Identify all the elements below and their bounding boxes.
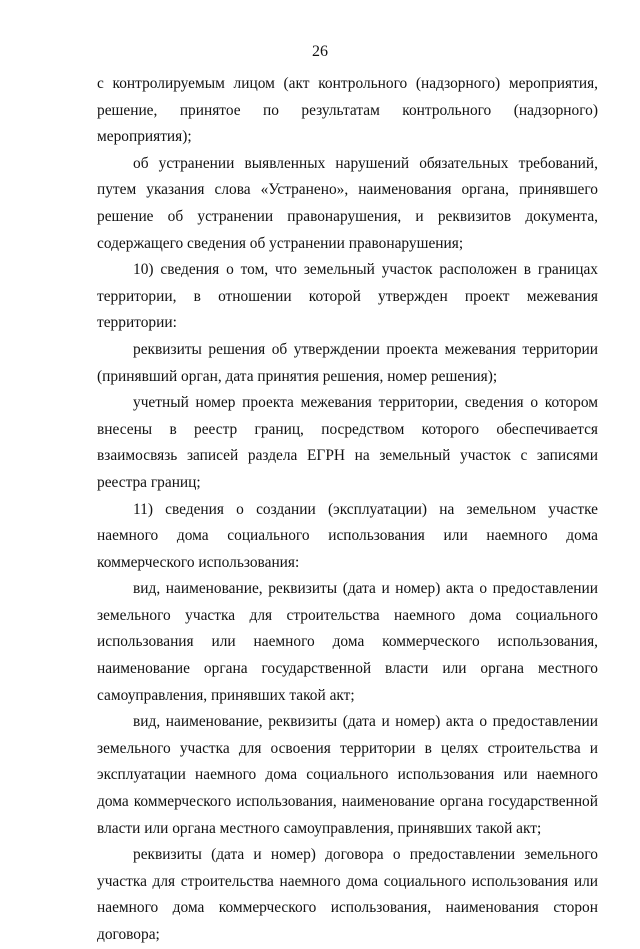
- paragraph-8: вид, наименование, реквизиты (дата и номер) акта о предоставлении земельного участка для освоения территории в целях строительства и эксплуатации наемного дома социального использования или наемного дома коммерческого использования, наименование органа государственной власти или органа местного самоуправления, принявших такой акт;: [97, 713, 598, 837]
- document-body: [97, 71, 598, 949]
- paragraph-6: 11) сведения о создании (эксплуатации) на земельном участке наемного дома социального использования или наемного дома коммерческого использования:: [97, 500, 598, 571]
- paragraph-4: реквизиты решения об утверждении проекта межевания территории (принявший орган, дата принятия решения, номер решения);: [97, 340, 598, 385]
- paragraph-1: с контролируемым лицом (акт контрольного (надзорного) мероприятия, решение, принятое по результатам контрольного (надзорного) мероприятия);: [97, 75, 598, 146]
- paragraph-7: вид, наименование, реквизиты (дата и номер) акта о предоставлении земельного участка для строительства наемного дома социального использования или наемного дома коммерческого использования, наименование органа государственной власти или органа местного самоуправления, принявших такой акт;: [97, 580, 598, 704]
- paragraph-9: реквизиты (дата и номер) договора о предоставлении земельного участка для строительства наемного дома социального использования или наемного дома коммерческого использования, наименования сторон договора;: [97, 846, 598, 943]
- paragraph-5: учетный номер проекта межевания территории, сведения о котором внесены в реестр границ, посредством которого обеспечивается взаимосвязь записей раздела ЕГРН на земельный участок с записями реестра границ;: [97, 394, 598, 491]
- page-number: 26: [312, 43, 328, 60]
- paragraph-3: 10) сведения о том, что земельный участок расположен в границах территории, в отношении которой утвержден проект межевания территории:: [97, 261, 598, 332]
- paragraph-2: об устранении выявленных нарушений обязательных требований, путем указания слова «Устранено», наименования органа, принявшего решение об устранении правонарушения, и реквизитов документа, содержащего сведения об устранении правонарушения;: [97, 154, 598, 252]
